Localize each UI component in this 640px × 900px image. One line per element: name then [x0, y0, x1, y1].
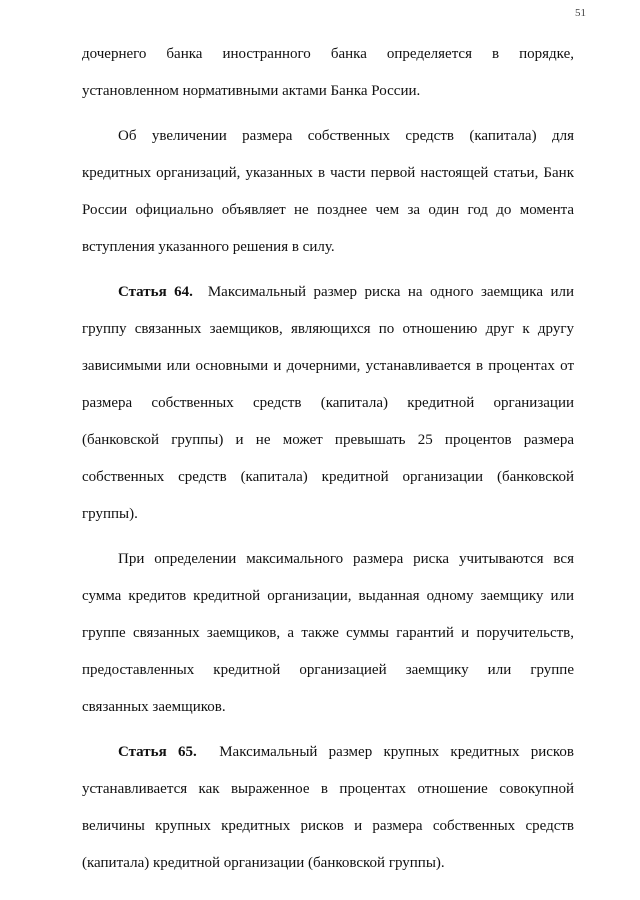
text-line: собственных средств (капитала) кредитной организации (банковской — [82, 469, 574, 485]
text-line: (капитала) кредитной организации (банковской группы). — [82, 855, 445, 871]
article-lead-text: Максимальный размер риска на одного заемщика или — [207, 284, 574, 300]
text-line: связанных заемщиков. — [82, 699, 226, 715]
article-65 — [82, 734, 574, 882]
page-number: 51 — [575, 7, 586, 19]
article-heading: Статья 64. — [118, 284, 193, 300]
text-line: (банковской группы) и не может превышать 25 процентов размера — [82, 432, 574, 448]
paragraph — [82, 36, 574, 110]
text-line: величины крупных кредитных рисков и размера собственных средств — [82, 818, 574, 834]
text-line: сумма кредитов кредитной организации, выданная одному заемщику или — [82, 588, 574, 604]
paragraph — [82, 118, 574, 266]
article-lead-text: Максимальный размер крупных кредитных рисков — [219, 744, 574, 760]
text-line: группы). — [82, 506, 138, 522]
article-64 — [82, 274, 574, 533]
text-line: установленном нормативными актами Банка России. — [82, 83, 421, 99]
text-line: устанавливается как выраженное в процентах отношение совокупной — [82, 781, 574, 797]
text-line: группу связанных заемщиков, являющихся по отношению друг к другу — [82, 321, 574, 337]
text-line: зависимыми или основными и дочерними, устанавливается в процентах от — [82, 358, 574, 374]
paragraph — [82, 541, 574, 726]
text-line — [82, 734, 574, 771]
text-line — [82, 274, 574, 311]
text-line: дочернего банка иностранного банка определяется в порядке, — [82, 46, 574, 62]
article-heading: Статья 65. — [118, 744, 197, 760]
text-line: При определении максимального размера риска учитываются вся — [118, 551, 574, 567]
text-line: вступления указанного решения в силу. — [82, 239, 335, 255]
text-line: предоставленных кредитной организацией заемщику или группе — [82, 662, 574, 678]
text-line: России официально объявляет не позднее чем за один год до момента — [82, 202, 574, 218]
text-line: размера собственных средств (капитала) кредитной организации — [82, 395, 574, 411]
document-body — [82, 36, 574, 882]
text-line: Об увеличении размера собственных средств (капитала) для — [118, 128, 574, 144]
text-line: группе связанных заемщиков, а также суммы гарантий и поручительств, — [82, 625, 574, 641]
text-line: кредитных организаций, указанных в части первой настоящей статьи, Банк — [82, 165, 574, 181]
